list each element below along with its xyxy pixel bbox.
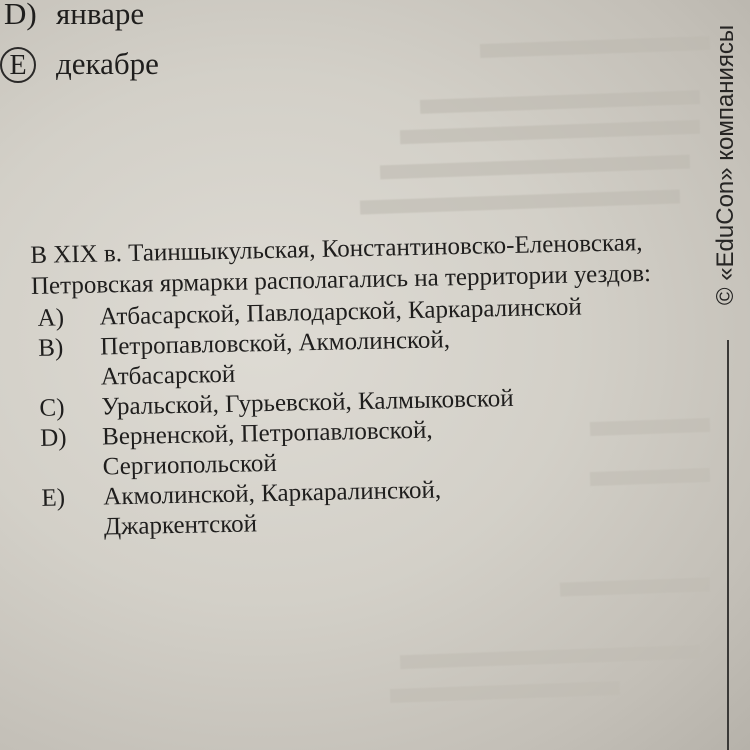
previous-option-e [4, 46, 159, 83]
previous-option-text: декабре [56, 46, 159, 81]
previous-option-d [4, 0, 144, 32]
copyright-text: © «EduCon» компаниясы [712, 24, 739, 306]
question-stem: В XIX в. Таиншыкульская, Константиновско-Еленовская, Петровская ярмарки располагались на территории уездов: [30, 229, 652, 300]
answer-text: Уральской, Гурьевской, Калмыковской [101, 384, 514, 421]
previous-option-letter: D) [4, 0, 37, 31]
answer-text: Акмолинской, Каркаралинской, Джаркентской [103, 476, 442, 541]
question-block [30, 226, 696, 544]
answer-letter: D) [39, 424, 67, 452]
answer-letter: E) [41, 484, 66, 512]
answer-text: Петропавловской, Акмолинской, Атбасарской [99, 326, 451, 391]
previous-option-text: январе [56, 0, 145, 31]
answer-text: Верненской, Петропавловской, Сергиопольской [101, 416, 433, 481]
answer-letter: B) [37, 334, 64, 362]
answer-letter: A) [37, 304, 65, 332]
copyright-watermark [706, 0, 746, 330]
answer-list [31, 290, 696, 544]
circled-answer-mark: E [0, 47, 36, 83]
column-divider-line [727, 340, 729, 750]
answer-text: Атбасарской, Павлодарской, Каркаралинской [99, 293, 582, 331]
answer-letter: C) [39, 394, 65, 422]
